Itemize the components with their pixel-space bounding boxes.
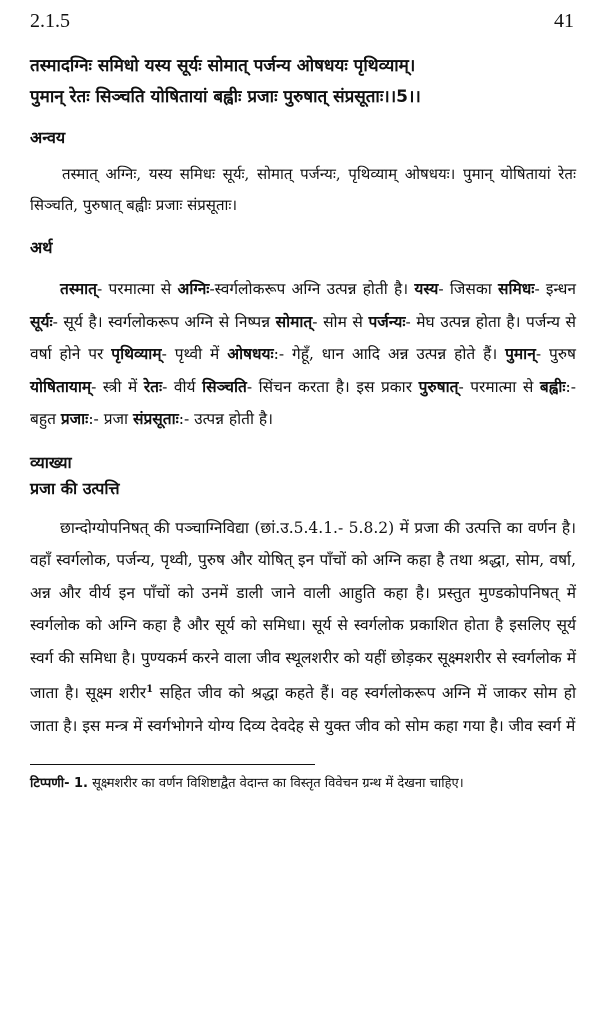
arth-meaning: - पुरुष — [535, 345, 576, 363]
arth-term: अग्निः — [177, 280, 210, 298]
arth-term: पृथिव्याम् — [111, 345, 162, 363]
arth-term: बह्वीः — [539, 377, 566, 396]
arth-heading: अर्थ — [30, 238, 53, 257]
arth-meaning: - परमात्मा से — [458, 377, 540, 396]
vyakhya-text-1: छान्दोग्योपनिषत् की पञ्चाग्निविद्या (छां.उ.5.4.1.- 5.8.2) में प्रजा की उत्पत्ति का वर्णन है। वहाँ स्वर्गलोक, पर्जन्य, पृथ्वी, पुरुष और योषित् इन पाँचों को अग्नि कहा है तथा श्रद्धा, सोम, वर्षा, अन्न और वीर्य इन पाँचों को उनमें डाली जाने वाली आहुति कहा है। प्रस्तुत मुण्डकोपनिषत् में स्वर्गलोक को अग्नि कहा है और सूर्य को समिधा। सूर्य से स्वर्गलोक प्रकाशित होता है इसलिए सूर्य स्वर्ग की समिधा है। पुण्यकर्म करने वाला जीव स्थूलशरीर को यहीं छोड़कर सूक्ष्मशरीर से स्वर्गलोक में जाता है। सूक्ष्म शरीर — [30, 518, 576, 703]
vyakhya-paragraph — [30, 512, 576, 743]
footnote-divider — [30, 764, 315, 765]
verse — [30, 51, 576, 113]
arth-term: योषितायाम् — [30, 377, 92, 396]
arth-meaning: :- प्रजा — [88, 410, 133, 428]
verse-line-2: पुमान् रेतः सिञ्चति योषितायां बह्वीः प्रजाः पुरुषात् संप्रसूताः।।5।। — [30, 87, 421, 107]
arth-term: संप्रसूताः — [132, 410, 179, 428]
arth-term: तस्मात् — [60, 280, 97, 298]
arth-meaning: :- उत्पन्न होती है। — [178, 410, 274, 428]
arth-meaning: - जिसका — [438, 280, 499, 298]
arth-term: सिञ्चति — [202, 377, 247, 396]
arth-paragraph — [30, 273, 576, 436]
footnote-text: सूक्ष्मशरीर का वर्णन विशिष्टाद्वैत वेदान्त का विस्तृत विवेचन ग्रन्थ में देखना चाहिए। — [87, 776, 464, 792]
arth-meaning: - परमात्मा से — [96, 280, 178, 298]
section-number: 2.1.5 — [30, 10, 70, 32]
arth-term: पर्जन्यः — [368, 312, 406, 331]
footnote-marker: 1 — [146, 684, 154, 695]
arth-term: सूर्यः — [30, 312, 53, 331]
arth-meaning: :- गेहूँ, धान आदि अन्न उत्पन्न होते हैं। — [273, 345, 506, 363]
arth-term: सोमात् — [275, 312, 313, 331]
verse-line-1: तस्मादग्निः समिधो यस्य सूर्यः सोमात् पर्जन्य ओषधयः पृथिव्याम्। — [30, 56, 416, 76]
arth-term: यस्य — [414, 280, 439, 298]
arth-meaning: - मेघ उत्पन्न होता है। पर्जन्य से वर्षा होने पर — [30, 312, 576, 363]
arth-meaning: - वीर्य — [162, 377, 203, 396]
arth-meaning: - इन्धन — [534, 280, 576, 298]
page-header — [30, 10, 576, 33]
footnote — [30, 773, 576, 795]
arth-term: ओषधयः — [227, 345, 274, 363]
vyakhya-subheading: प्रजा की उत्पत्ति — [30, 478, 120, 498]
arth-term: समिधः — [498, 280, 535, 298]
footnote-number: - 1. — [64, 776, 88, 792]
arth-meaning: - सूर्य है। स्वर्गलोकरूप अग्नि से निष्पन्न — [52, 312, 276, 331]
arth-meaning: - स्त्री में — [91, 377, 144, 396]
anvaya-heading: अन्वय — [30, 128, 66, 147]
arth-meaning: - पृथ्वी में — [161, 345, 228, 363]
page-number: 41 — [554, 10, 574, 32]
anvaya-text: तस्मात् अग्निः, यस्य समिधः सूर्यः, सोमात् पर्जन्यः, पृथिव्याम् ओषधयः। पुमान् योषितायां रेतः सिञ्चति, पुरुषात् बह्वीः प्रजाः संप्रसूताः। — [30, 165, 576, 214]
arth-meaning: -स्वर्गलोकरूप अग्नि उत्पन्न होती है। — [209, 280, 415, 298]
arth-meaning: - सोम से — [312, 312, 369, 331]
arth-term: प्रजाः — [60, 410, 89, 428]
arth-meaning: - सिंचन करता है। इस प्रकार — [246, 377, 419, 396]
arth-meaning: :- बहुत — [30, 377, 576, 428]
arth-term: पुमान् — [505, 345, 536, 363]
footnote-label: टिप्पणी — [30, 776, 65, 792]
arth-term: पुरुषात् — [418, 377, 459, 396]
vyakhya-text-2: सहित जीव को श्रद्धा कहते हैं। वह स्वर्गलोकरूप अग्नि में जाकर सोम हो जाता है। इस मन्त्र में स्वर्गभोगने योग्य दिव्य देवदेह से युक्त जीव को सोम कहा गया है। जीव स्वर्ग में — [30, 684, 576, 735]
arth-term: रेतः — [143, 377, 163, 396]
vyakhya-heading: व्याख्या — [30, 452, 72, 472]
